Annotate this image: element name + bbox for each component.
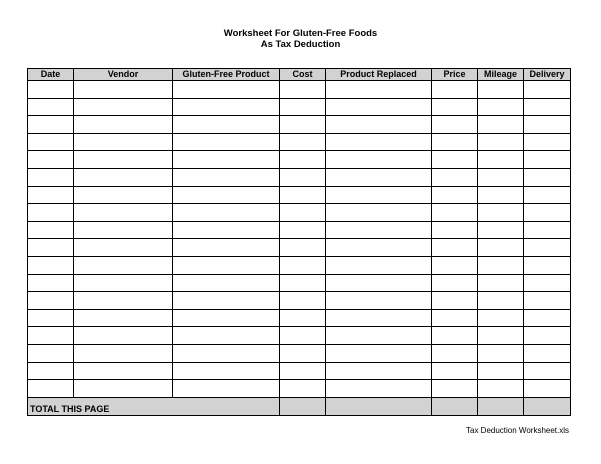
gluten-free-product-cell[interactable] xyxy=(173,116,280,134)
price-cell[interactable] xyxy=(432,274,478,292)
product-replaced-cell[interactable] xyxy=(326,98,432,116)
total-label: TOTAL THIS PAGE xyxy=(28,397,280,415)
worksheet-body xyxy=(28,81,571,416)
cost-cell[interactable] xyxy=(280,362,326,380)
price-cell[interactable] xyxy=(432,256,478,274)
date-cell[interactable] xyxy=(28,116,74,134)
vendor-cell[interactable] xyxy=(74,274,173,292)
date-cell[interactable] xyxy=(28,98,74,116)
vendor-cell[interactable] xyxy=(74,256,173,274)
table-row xyxy=(28,186,571,204)
table-row xyxy=(28,98,571,116)
delivery-cell[interactable] xyxy=(524,239,571,257)
gluten-free-product-cell[interactable] xyxy=(173,81,280,99)
delivery-cell[interactable] xyxy=(524,309,571,327)
vendor-cell[interactable] xyxy=(74,151,173,169)
cost-cell[interactable] xyxy=(280,204,326,222)
gluten-free-product-cell[interactable] xyxy=(173,327,280,345)
vendor-cell[interactable] xyxy=(74,327,173,345)
table-row xyxy=(28,344,571,362)
table-row xyxy=(28,327,571,345)
gluten-free-product-cell[interactable] xyxy=(173,239,280,257)
date-cell[interactable] xyxy=(28,186,74,204)
col-header-product-replaced: Product Replaced xyxy=(326,69,432,81)
mileage-cell[interactable] xyxy=(478,221,524,239)
product-replaced-cell[interactable] xyxy=(326,309,432,327)
date-cell[interactable] xyxy=(28,309,74,327)
delivery-cell[interactable] xyxy=(524,151,571,169)
vendor-cell[interactable] xyxy=(74,292,173,310)
date-cell[interactable] xyxy=(28,327,74,345)
date-cell[interactable] xyxy=(28,81,74,99)
table-row xyxy=(28,256,571,274)
col-header-gluten-free-product: Gluten-Free Product xyxy=(173,69,280,81)
delivery-cell[interactable] xyxy=(524,116,571,134)
gluten-free-product-cell[interactable] xyxy=(173,309,280,327)
cost-cell[interactable] xyxy=(280,133,326,151)
table-row xyxy=(28,116,571,134)
delivery-cell[interactable] xyxy=(524,133,571,151)
cost-cell[interactable] xyxy=(280,239,326,257)
price-cell[interactable] xyxy=(432,116,478,134)
worksheet-subtitle: As Tax Deduction xyxy=(260,39,341,50)
price-cell[interactable] xyxy=(432,151,478,169)
cost-cell[interactable] xyxy=(280,327,326,345)
product-replaced-cell[interactable] xyxy=(326,168,432,186)
product-replaced-cell[interactable] xyxy=(326,344,432,362)
price-cell[interactable] xyxy=(432,380,478,398)
gluten-free-product-cell[interactable] xyxy=(173,344,280,362)
col-header-delivery: Delivery xyxy=(524,69,571,81)
vendor-cell[interactable] xyxy=(74,133,173,151)
price-cell[interactable] xyxy=(432,292,478,310)
cost-cell[interactable] xyxy=(280,98,326,116)
delivery-cell[interactable] xyxy=(524,362,571,380)
price-cell[interactable] xyxy=(432,221,478,239)
delivery-cell[interactable] xyxy=(524,256,571,274)
product-replaced-cell[interactable] xyxy=(326,239,432,257)
date-cell[interactable] xyxy=(28,344,74,362)
delivery-cell[interactable] xyxy=(524,327,571,345)
delivery-cell[interactable] xyxy=(524,344,571,362)
product-replaced-cell[interactable] xyxy=(326,133,432,151)
gluten-free-product-cell[interactable] xyxy=(173,221,280,239)
gluten-free-product-cell[interactable] xyxy=(173,168,280,186)
col-header-vendor: Vendor xyxy=(74,69,173,81)
date-cell[interactable] xyxy=(28,239,74,257)
gluten-free-product-cell[interactable] xyxy=(173,98,280,116)
cost-cell[interactable] xyxy=(280,256,326,274)
cost-cell[interactable] xyxy=(280,309,326,327)
col-header-cost: Cost xyxy=(280,69,326,81)
price-cell[interactable] xyxy=(432,239,478,257)
delivery-cell[interactable] xyxy=(524,204,571,222)
cost-cell[interactable] xyxy=(280,151,326,169)
product-replaced-cell[interactable] xyxy=(326,274,432,292)
vendor-cell[interactable] xyxy=(74,186,173,204)
cost-cell[interactable] xyxy=(280,380,326,398)
table-row xyxy=(28,274,571,292)
vendor-cell[interactable] xyxy=(74,168,173,186)
gluten-free-product-cell[interactable] xyxy=(173,204,280,222)
mileage-cell[interactable] xyxy=(478,309,524,327)
price-cell[interactable] xyxy=(432,344,478,362)
delivery-cell[interactable] xyxy=(524,98,571,116)
product-replaced-cell[interactable] xyxy=(326,362,432,380)
price-cell[interactable] xyxy=(432,81,478,99)
vendor-cell[interactable] xyxy=(74,81,173,99)
total-mileage-cell[interactable] xyxy=(478,397,524,415)
delivery-cell[interactable] xyxy=(524,292,571,310)
mileage-cell[interactable] xyxy=(478,292,524,310)
table-row xyxy=(28,81,571,99)
table-row xyxy=(28,380,571,398)
product-replaced-cell[interactable] xyxy=(326,221,432,239)
price-cell[interactable] xyxy=(432,327,478,345)
date-cell[interactable] xyxy=(28,380,74,398)
table-row xyxy=(28,309,571,327)
vendor-cell[interactable] xyxy=(74,380,173,398)
vendor-cell[interactable] xyxy=(74,309,173,327)
price-cell[interactable] xyxy=(432,204,478,222)
total-delivery-cell[interactable] xyxy=(524,397,571,415)
mileage-cell[interactable] xyxy=(478,204,524,222)
table-row xyxy=(28,292,571,310)
mileage-cell[interactable] xyxy=(478,327,524,345)
mileage-cell[interactable] xyxy=(478,362,524,380)
mileage-cell[interactable] xyxy=(478,380,524,398)
price-cell[interactable] xyxy=(432,168,478,186)
mileage-cell[interactable] xyxy=(478,81,524,99)
cost-cell[interactable] xyxy=(280,116,326,134)
worksheet-title: Worksheet For Gluten-Free Foods xyxy=(223,28,378,39)
cost-cell[interactable] xyxy=(280,274,326,292)
vendor-cell[interactable] xyxy=(74,204,173,222)
cost-cell[interactable] xyxy=(280,186,326,204)
table-row xyxy=(28,133,571,151)
vendor-cell[interactable] xyxy=(74,98,173,116)
price-cell[interactable] xyxy=(432,98,478,116)
delivery-cell[interactable] xyxy=(524,186,571,204)
date-cell[interactable] xyxy=(28,168,74,186)
worksheet-table xyxy=(27,68,571,416)
cost-cell[interactable] xyxy=(280,81,326,99)
vendor-cell[interactable] xyxy=(74,221,173,239)
mileage-cell[interactable] xyxy=(478,168,524,186)
mileage-cell[interactable] xyxy=(478,151,524,169)
price-cell[interactable] xyxy=(432,309,478,327)
cost-cell[interactable] xyxy=(280,168,326,186)
date-cell[interactable] xyxy=(28,221,74,239)
date-cell[interactable] xyxy=(28,151,74,169)
total-price-cell[interactable] xyxy=(432,397,478,415)
mileage-cell[interactable] xyxy=(478,256,524,274)
product-replaced-cell[interactable] xyxy=(326,151,432,169)
cost-cell[interactable] xyxy=(280,344,326,362)
date-cell[interactable] xyxy=(28,292,74,310)
date-cell[interactable] xyxy=(28,204,74,222)
total-row xyxy=(28,397,571,415)
col-header-date: Date xyxy=(28,69,74,81)
cost-cell[interactable] xyxy=(280,292,326,310)
delivery-cell[interactable] xyxy=(524,81,571,99)
vendor-cell[interactable] xyxy=(74,344,173,362)
total-cost-cell[interactable] xyxy=(280,397,326,415)
table-row xyxy=(28,168,571,186)
gluten-free-product-cell[interactable] xyxy=(173,256,280,274)
date-cell[interactable] xyxy=(28,256,74,274)
gluten-free-product-cell[interactable] xyxy=(173,274,280,292)
product-replaced-cell[interactable] xyxy=(326,81,432,99)
table-row xyxy=(28,239,571,257)
mileage-cell[interactable] xyxy=(478,239,524,257)
delivery-cell[interactable] xyxy=(524,274,571,292)
date-cell[interactable] xyxy=(28,133,74,151)
gluten-free-product-cell[interactable] xyxy=(173,292,280,310)
price-cell[interactable] xyxy=(432,133,478,151)
mileage-cell[interactable] xyxy=(478,274,524,292)
mileage-cell[interactable] xyxy=(478,344,524,362)
gluten-free-product-cell[interactable] xyxy=(173,133,280,151)
col-header-mileage: Mileage xyxy=(478,69,524,81)
gluten-free-product-cell[interactable] xyxy=(173,362,280,380)
cost-cell[interactable] xyxy=(280,221,326,239)
col-header-price: Price xyxy=(432,69,478,81)
mileage-cell[interactable] xyxy=(478,98,524,116)
product-replaced-cell[interactable] xyxy=(326,256,432,274)
price-cell[interactable] xyxy=(432,186,478,204)
file-name-footer: Tax Deduction Worksheet.xls xyxy=(466,426,570,435)
total-blank-cell xyxy=(326,397,432,415)
delivery-cell[interactable] xyxy=(524,221,571,239)
table-row xyxy=(28,204,571,222)
date-cell[interactable] xyxy=(28,362,74,380)
vendor-cell[interactable] xyxy=(74,362,173,380)
table-row xyxy=(28,151,571,169)
product-replaced-cell[interactable] xyxy=(326,327,432,345)
mileage-cell[interactable] xyxy=(478,116,524,134)
price-cell[interactable] xyxy=(432,362,478,380)
vendor-cell[interactable] xyxy=(74,239,173,257)
table-row xyxy=(28,362,571,380)
delivery-cell[interactable] xyxy=(524,380,571,398)
date-cell[interactable] xyxy=(28,274,74,292)
product-replaced-cell[interactable] xyxy=(326,204,432,222)
mileage-cell[interactable] xyxy=(478,186,524,204)
delivery-cell[interactable] xyxy=(524,168,571,186)
table-row xyxy=(28,221,571,239)
header-row xyxy=(28,69,571,81)
product-replaced-cell[interactable] xyxy=(326,380,432,398)
mileage-cell[interactable] xyxy=(478,133,524,151)
product-replaced-cell[interactable] xyxy=(326,292,432,310)
gluten-free-product-cell[interactable] xyxy=(173,151,280,169)
product-replaced-cell[interactable] xyxy=(326,186,432,204)
vendor-cell[interactable] xyxy=(74,116,173,134)
gluten-free-product-cell[interactable] xyxy=(173,380,280,398)
product-replaced-cell[interactable] xyxy=(326,116,432,134)
gluten-free-product-cell[interactable] xyxy=(173,186,280,204)
